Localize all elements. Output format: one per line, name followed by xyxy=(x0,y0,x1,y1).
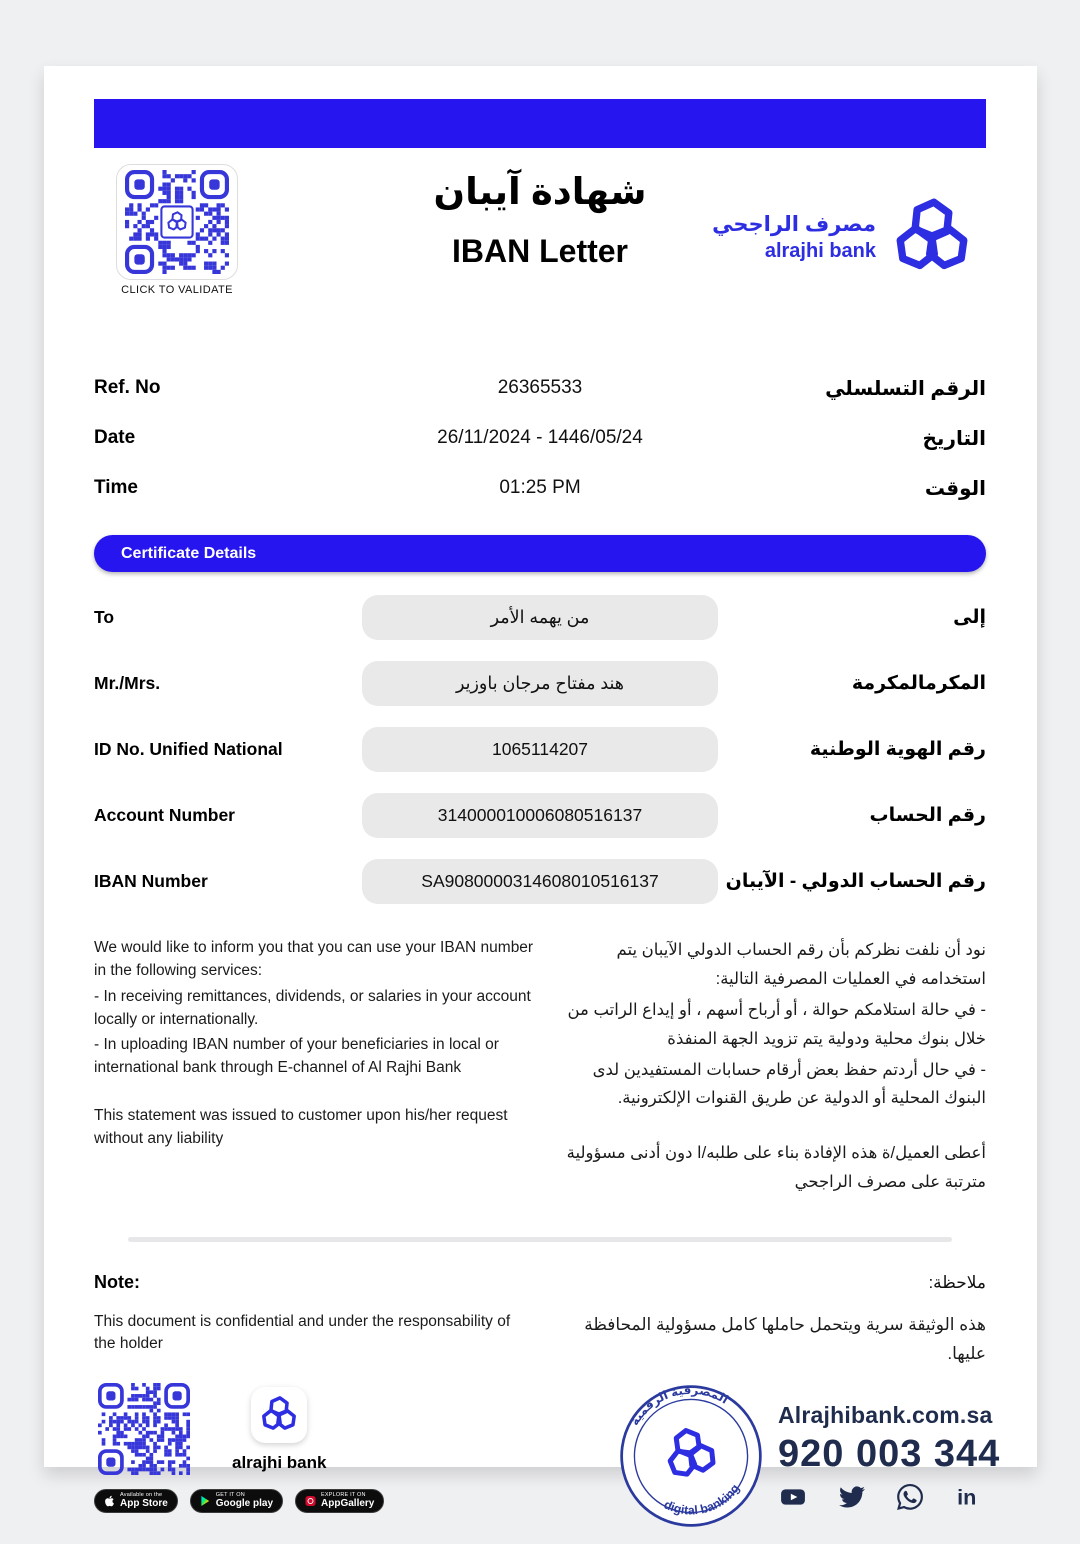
digital-banking-seal xyxy=(618,1383,764,1529)
info-en-line-2: - In receiving remittances, dividends, or salaries in your account locally or internationally. xyxy=(94,987,531,1028)
app-store-badge-bottom: App Store xyxy=(120,1498,168,1510)
id-number-value: 1065114207 xyxy=(362,727,718,772)
iban-number-value: SA9080000314608010516137 xyxy=(362,859,718,904)
seal-text-english: digital banking xyxy=(661,1481,743,1518)
iban-letter-document xyxy=(44,66,1037,1518)
info-ar-line-3: - في حال أردتم حفظ بعض أرقام حسابات المستفيدين لدى البنوك المحلية أو الدولية عن طريق القنوات الإلكترونية. xyxy=(592,1060,986,1108)
account-label-ar: رقم الحساب xyxy=(869,804,986,826)
app-store-badge-top: Available on the xyxy=(120,1491,163,1498)
twitter-icon[interactable] xyxy=(837,1484,867,1510)
time-row xyxy=(94,463,986,513)
bank-website[interactable]: Alrajhibank.com.sa xyxy=(778,1401,993,1428)
info-text-arabic xyxy=(558,936,986,1199)
appgallery-icon xyxy=(305,1495,316,1507)
account-row xyxy=(94,782,986,848)
iban-label-en: IBAN Number xyxy=(94,870,208,891)
date-label-ar: التاريخ xyxy=(922,427,986,450)
bank-app-name: alrajhi bank xyxy=(232,1452,327,1472)
information-section xyxy=(94,936,986,1199)
bank-logo xyxy=(712,192,978,284)
iban-label-ar: رقم الحساب الدولي - الآيبان xyxy=(725,870,986,892)
note-text-ar: هذه الوثيقة سرية ويتحمل حاملها كامل مسؤولية المحافظة عليها. xyxy=(584,1315,986,1363)
certificate-details-banner: Certificate Details xyxy=(94,535,986,572)
youtube-icon[interactable] xyxy=(778,1484,808,1510)
document-footer xyxy=(94,1382,1001,1529)
info-en-line-1: We would like to inform you that you can use your IBAN number in the following services: xyxy=(94,939,534,980)
document-header xyxy=(94,148,986,353)
social-icons xyxy=(778,1484,986,1510)
bank-app-icon xyxy=(251,1387,307,1443)
time-value: 01:25 PM xyxy=(499,477,581,498)
google-play-badge-top: GET IT ON xyxy=(215,1491,245,1498)
name-row xyxy=(94,650,986,716)
seal-text-arabic: المصرفية الرقمية xyxy=(627,1382,731,1428)
bank-logo-icon xyxy=(886,192,978,284)
info-en-line-3: - In uploading IBAN number of your beneficiaries in local or international bank through E-channel of Al Rajhi Bank xyxy=(94,1036,499,1077)
certificate-fields xyxy=(94,584,986,914)
info-text-english xyxy=(94,936,549,1199)
ref-no-label-ar: الرقم التسلسلي xyxy=(825,377,986,400)
customer-name-value: هند مفتاح مرجان باوزير xyxy=(362,661,718,706)
account-label-en: Account Number xyxy=(94,804,235,825)
appgallery-badge[interactable] xyxy=(295,1489,384,1513)
to-value: من يهمه الأمر xyxy=(362,595,718,640)
bank-phone-number: 920 003 344 xyxy=(778,1432,1001,1475)
app-store-badge[interactable] xyxy=(94,1489,178,1513)
time-label-en: Time xyxy=(94,477,139,498)
account-number-value: 314000010006080516137 xyxy=(362,793,718,838)
bank-name-arabic: مصرف الراجحي xyxy=(712,213,876,237)
iban-row xyxy=(94,848,986,914)
linkedin-glyph: in xyxy=(957,1484,977,1510)
bank-name-english: alrajhi bank xyxy=(764,239,876,262)
bank-app-block xyxy=(232,1387,326,1473)
apple-icon xyxy=(104,1495,115,1507)
google-play-badge[interactable] xyxy=(190,1489,283,1513)
appgallery-badge-bottom: AppGallery xyxy=(321,1498,375,1510)
linkedin-icon[interactable] xyxy=(954,1484,984,1510)
store-badges xyxy=(94,1489,514,1513)
note-text-en: This document is confidential and under the responsability of the holder xyxy=(94,1313,511,1353)
page-title-arabic: شهادة آيبان xyxy=(433,171,647,212)
contact-block xyxy=(778,1401,1001,1510)
note-section xyxy=(94,1272,986,1369)
page-title-english: IBAN Letter xyxy=(451,233,628,269)
to-label-ar: إلى xyxy=(953,606,986,628)
section-divider xyxy=(128,1237,952,1242)
ref-no-row xyxy=(94,363,986,413)
note-title-ar: ملاحظة: xyxy=(928,1273,986,1292)
header-blue-bar xyxy=(94,99,986,148)
google-play-icon xyxy=(200,1495,211,1507)
note-title-en: Note: xyxy=(94,1272,140,1292)
info-ar-statement: أعطى العميل/ة هذه الإفادة بناء على طلبه/ا دون أدنى مسؤولية مترتبة على مصرف الراجحي xyxy=(566,1144,986,1192)
id-label-en: ID No. Unified National xyxy=(94,738,283,759)
whatsapp-icon[interactable] xyxy=(895,1484,925,1510)
id-row xyxy=(94,716,986,782)
name-label-en: Mr./Mrs. xyxy=(94,672,161,693)
ref-no-value: 26365533 xyxy=(497,377,583,398)
google-play-badge-bottom: Google play xyxy=(215,1498,274,1510)
info-en-statement: This statement was issued to customer upon his/her request without any liability xyxy=(94,1106,508,1147)
validate-caption: CLICK TO VALIDATE xyxy=(121,284,233,296)
to-row xyxy=(94,584,986,650)
app-download-qr-code[interactable] xyxy=(98,1383,190,1475)
date-value: 26/11/2024 - 1446/05/24 xyxy=(437,427,643,448)
info-ar-line-1: نود أن نلفت نظركم بأن رقم الحساب الدولي الآيبان يتم استخدامه في العمليات المصرفية التالية: xyxy=(616,941,986,988)
name-label-ar: المكرمالمكرمة xyxy=(851,672,986,694)
date-label-en: Date xyxy=(94,427,136,448)
ref-no-label-en: Ref. No xyxy=(94,377,161,398)
date-row xyxy=(94,413,986,463)
appgallery-badge-top: EXPLORE IT ON xyxy=(321,1491,366,1498)
time-label-ar: الوقت xyxy=(924,477,986,500)
meta-section xyxy=(94,363,986,513)
info-ar-line-2: - في حالة استلامكم حوالة ، أو أرباح أسهم ، أو إيداع الراتب من خلال بنوك محلية ودولية يتم تزويد الجهة المنفذة xyxy=(567,1000,986,1048)
to-label-en: To xyxy=(94,606,115,627)
id-label-ar: رقم الهوية الوطنية xyxy=(809,738,986,760)
